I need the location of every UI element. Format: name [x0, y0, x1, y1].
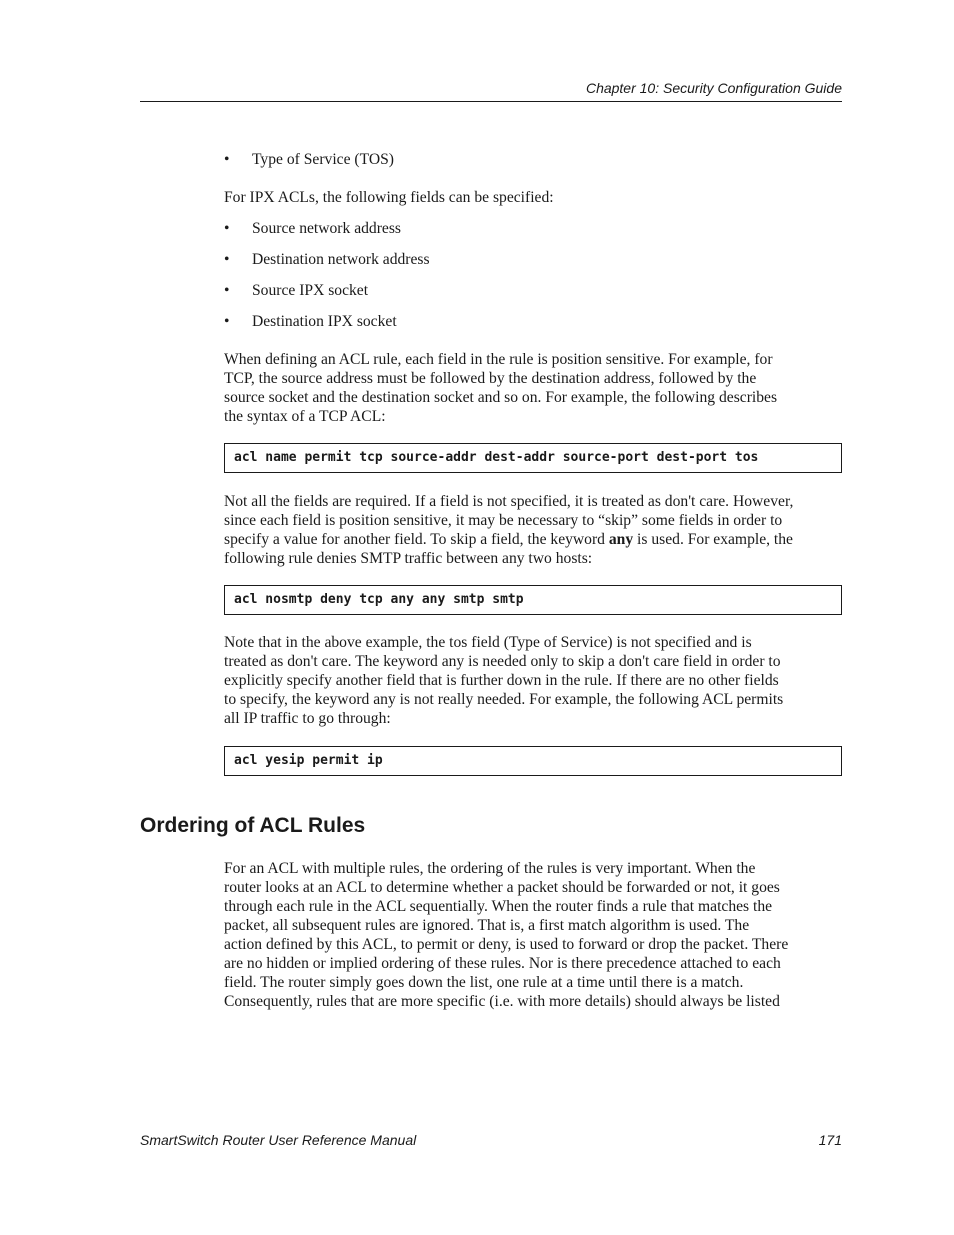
header-divider	[140, 101, 842, 102]
bullet-icon: •	[224, 251, 230, 268]
paragraph-line: packet, all subsequent rules are ignored. That is, a first match algorithm is used. The	[224, 917, 750, 934]
line-text: specify a value for another field. To skip a field, the keyword	[224, 531, 609, 548]
paragraph-line: the syntax of a TCP ACL:	[224, 408, 386, 425]
list-item-text: Type of Service (TOS)	[252, 151, 394, 168]
footer-page-number: 171	[818, 1132, 842, 1148]
paragraph-line: treated as don't care. The keyword any is needed only to skip a don't care field in order to	[224, 653, 781, 670]
code-text: acl nosmtp deny tcp any any smtp smtp	[234, 592, 524, 607]
list-item-text: Destination IPX socket	[252, 313, 397, 330]
paragraph-line: TCP, the source address must be followed by the destination address, followed by the	[224, 370, 757, 387]
running-header: Chapter 10: Security Configuration Guide	[585, 80, 842, 96]
line-text: is used. For example, the	[633, 531, 793, 548]
code-example-tcp-syntax	[224, 443, 842, 473]
paragraph-line: through each rule in the ACL sequentially. When the router finds a rule that matches the	[224, 898, 773, 915]
list-item-text: Source network address	[252, 220, 401, 237]
bullet-icon: •	[224, 220, 230, 237]
paragraph-line: field. The router simply goes down the list, one rule at a time until there is a match.	[224, 974, 744, 991]
keyword-any: any	[608, 531, 634, 548]
section-heading: Ordering of ACL Rules	[140, 814, 366, 837]
list-item-text: Destination network address	[252, 251, 430, 268]
paragraph-line: When defining an ACL rule, each field in the rule is position sensitive. For example, for	[224, 351, 773, 368]
paragraph-line: source socket and the destination socket and so on. For example, the following describes	[224, 389, 778, 406]
footer-manual-title: SmartSwitch Router User Reference Manual	[140, 1132, 417, 1148]
paragraph-line: Not all the fields are required. If a field is not specified, it is treated as don't care. However,	[224, 493, 794, 510]
paragraph-line: all IP traffic to go through:	[224, 710, 391, 727]
paragraph-line: Note that in the above example, the tos field (Type of Service) is not specified and is	[224, 634, 752, 651]
paragraph-line: For an ACL with multiple rules, the ordering of the rules is very important. When the	[224, 860, 756, 877]
ipx-intro-paragraph: For IPX ACLs, the following fields can be specified:	[224, 189, 554, 206]
bullet-icon: •	[224, 313, 230, 330]
paragraph-line: router looks at an ACL to determine whether a packet should be forwarded or not, it goes	[224, 879, 780, 896]
paragraph-line: following rule denies SMTP traffic between any two hosts:	[224, 550, 593, 567]
paragraph-line	[224, 530, 842, 549]
list-item-text: Source IPX socket	[252, 282, 369, 299]
paragraph-line: explicitly specify another field that is further down in the rule. If there are no other fields	[224, 672, 779, 689]
paragraph-line: Consequently, rules that are more specific (i.e. with more details) should always be listed	[224, 993, 780, 1010]
bullet-icon: •	[224, 151, 230, 168]
code-example-yesip	[224, 746, 842, 776]
ordering-paragraph	[224, 859, 842, 1011]
code-text: acl yesip permit ip	[234, 753, 383, 768]
code-text: acl name permit tcp source-addr dest-addr source-port dest-port tos	[234, 450, 759, 465]
paragraph-line: since each field is position sensitive, it may be necessary to “skip” some fields in order to	[224, 512, 783, 529]
note-paragraph	[224, 633, 842, 728]
bullet-icon: •	[224, 282, 230, 299]
skip-fields-paragraph	[224, 492, 842, 568]
code-example-nosmtp	[224, 585, 842, 615]
paragraph-line: action defined by this ACL, to permit or deny, is used to forward or drop the packet. There	[224, 936, 789, 953]
paragraph-line: to specify, the keyword any is not really needed. For example, the following ACL permits	[224, 691, 784, 708]
position-sensitive-paragraph	[224, 350, 842, 426]
paragraph-line: are no hidden or implied ordering of these rules. Nor is there precedence attached to each	[224, 955, 781, 972]
